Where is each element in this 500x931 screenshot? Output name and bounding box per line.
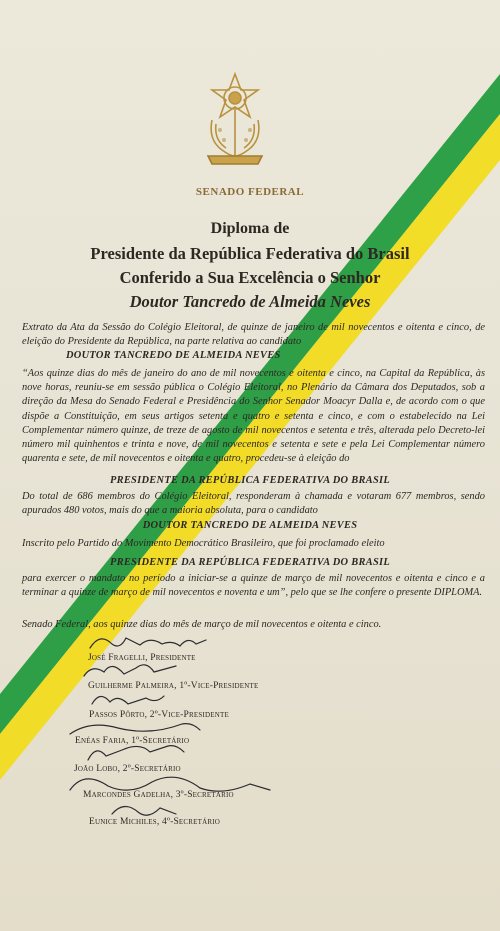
signatory-name: Eunice Michiles, 4º-Secretário <box>89 817 221 827</box>
signature-palmeira <box>84 665 176 676</box>
office-heading-2: PRESIDENTE DA REPÚBLICA FEDERATIVA DO BRASIL <box>109 557 391 568</box>
signatory-name: Guilherme Palmeira, 1º-Vice-Presidente <box>88 681 259 691</box>
signatory-name: Marcondes Gadelha, 3º-Secretário <box>83 790 234 800</box>
signature-michiles <box>112 806 176 815</box>
candidate-name-heading: DOUTOR TANCREDO DE ALMEIDA NEVES <box>66 350 281 361</box>
signature-lobo <box>88 746 184 760</box>
signature-faria <box>70 724 200 734</box>
candidate-name-heading-2: DOUTOR TANCREDO DE ALMEIDA NEVES <box>142 520 358 531</box>
signature-porto <box>92 696 164 704</box>
office-heading: PRESIDENTE DA REPÚBLICA FEDERATIVA DO BRASIL <box>109 475 391 486</box>
closing-paragraph: Senado Federal, aos quinze dias do mês de março de mil novecentos e oitenta e cinco. <box>22 619 382 630</box>
signatory-name: Enéas Faria, 1º-Secretário <box>75 736 190 746</box>
signatory-name: José Fragelli, Presidente <box>88 653 196 663</box>
signatory-name: Passos Pôrto, 2º-Vice-Presidente <box>89 710 229 720</box>
party-paragraph: Inscrito pelo Partido do Movimento Democrático Brasileiro, que foi proclamado eleito <box>22 538 385 549</box>
signatory-name: João Lobo, 2º-Secretário <box>74 764 181 774</box>
mandate-paragraph: para exercer o mandato no período a iniciar-se a quinze de março de mil novecentos e oitenta e cinco e a terminar a quinze de março de mil novecentos e noventa e um”, pelo que se lhe confere o presente DIPLOMA. <box>22 573 485 599</box>
extract-paragraph: Extrato da Ata da Sessão do Colégio Eleitoral, de quinze de janeiro de mil novecentos e oitenta e cinco, de eleição do Presidente da República, na parte relativa ao candidato <box>22 322 485 348</box>
vote-count-paragraph: Do total de 686 membros do Colégio Eleitoral, responderam à chamada e votaram 677 membros, sendo apurados 480 votos, mais do que a maioria absoluta, para o candidato <box>22 491 485 517</box>
diploma-title-line-2: Presidente da República Federativa do Brasil <box>90 244 410 263</box>
signature-fragelli <box>90 638 206 648</box>
diploma-title-line-1: Diploma de <box>210 220 290 237</box>
session-record-paragraph: “Aos quinze dias do mês de janeiro do ano de mil novecentos e oitenta e cinco, na Capital da República, às nove horas, reuniu-se em sessão pública o Colégio Eleitoral, no Plenário da Câmara dos Deputados, sob a direção da Mesa do Senado Federal e Presidência do Senhor Senador Moacyr Dalla e, de acordo com o que dispõe a Constituição, em seus artigos setenta e quatro e setenta e cinco, e com o estabelecido na Lei Complementar número quinze, de treze de agosto de mil novecentos e setenta e três, alterada pelo Decreto-lei número mil quinhentos e trinta e nove, de mil novecentos e setenta e sete e pela Lei Complementar número quarenta e sete, de mil novecentos e oitenta e quatro, procedeu-se à eleição do <box>22 368 485 465</box>
diploma-recipient-name: Doutor Tancredo de Almeida Neves <box>129 292 371 311</box>
senate-header: SENADO FEDERAL <box>195 186 305 198</box>
diploma-title-line-3: Conferido a Sua Excelência o Senhor <box>119 268 381 287</box>
